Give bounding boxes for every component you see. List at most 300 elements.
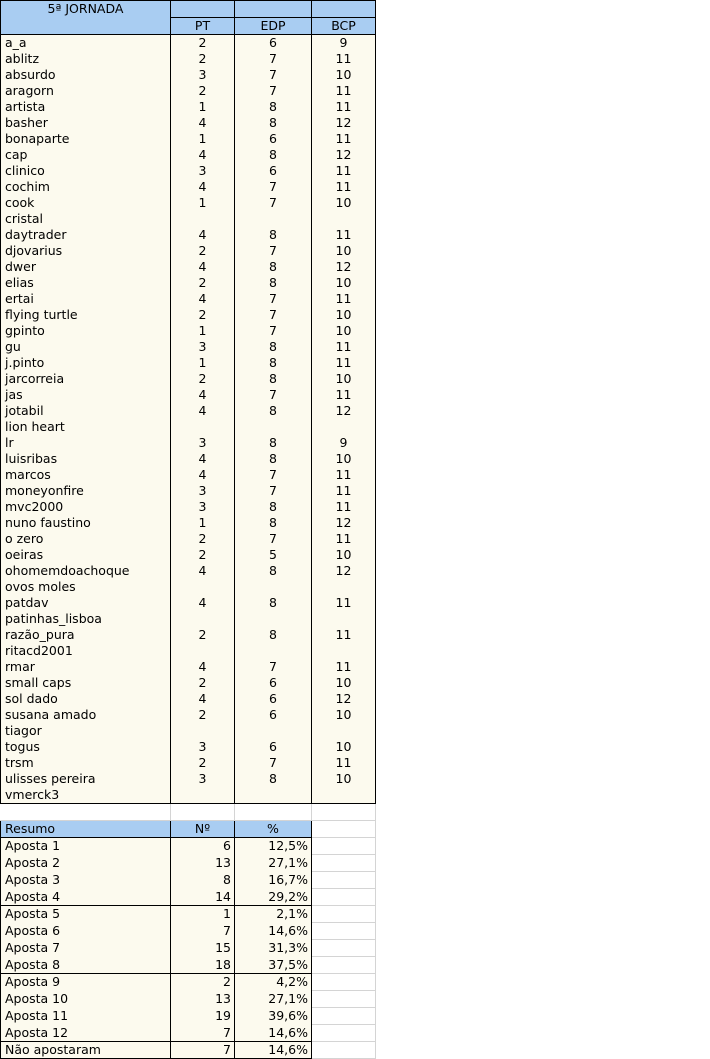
bet-edp: 8: [235, 259, 312, 275]
table-row: [1, 99, 426, 115]
player-name: cochim: [1, 179, 171, 195]
bet-edp: 6: [235, 739, 312, 755]
header-row-title: [1, 1, 426, 18]
table-row: [1, 611, 426, 627]
table-row: [1, 211, 426, 227]
bet-edp: 7: [235, 51, 312, 67]
summary-row: [1, 1042, 426, 1059]
spacer-cell: [376, 821, 426, 838]
summary-row: [1, 957, 426, 974]
bet-bcp: 10: [312, 707, 376, 723]
spacer-cell: [376, 643, 426, 659]
table-row: [1, 371, 426, 387]
bet-edp: 7: [235, 323, 312, 339]
spacer-cell: [376, 563, 426, 579]
spacer-cell: [376, 1042, 426, 1059]
summary-row: [1, 923, 426, 940]
bet-pt: 1: [171, 355, 235, 371]
summary-percent: 14,6%: [235, 1025, 312, 1042]
bet-bcp: [312, 579, 376, 595]
summary-count: 13: [171, 855, 235, 872]
header-blank-edp: [235, 1, 312, 18]
bet-pt: 1: [171, 515, 235, 531]
summary-label: Aposta 7: [1, 940, 171, 957]
player-name: vmerck3: [1, 787, 171, 804]
spacer-cell: [376, 387, 426, 403]
table-row: [1, 467, 426, 483]
bet-edp: 7: [235, 307, 312, 323]
bet-pt: 2: [171, 675, 235, 691]
table-row: [1, 691, 426, 707]
summary-percent: 16,7%: [235, 872, 312, 889]
bet-edp: 7: [235, 483, 312, 499]
spacer-cell: [376, 227, 426, 243]
spacer-cell: [376, 147, 426, 163]
bet-pt: 4: [171, 563, 235, 579]
bet-edp: 8: [235, 627, 312, 643]
summary-count: 2: [171, 974, 235, 991]
bet-pt: 2: [171, 243, 235, 259]
table-row: [1, 499, 426, 515]
bet-bcp: 12: [312, 403, 376, 419]
summary-count: 18: [171, 957, 235, 974]
bet-bcp: 10: [312, 771, 376, 787]
bet-bcp: 10: [312, 195, 376, 211]
bet-pt: 2: [171, 35, 235, 52]
summary-label: Aposta 1: [1, 838, 171, 855]
summary-grid-cell: [312, 872, 376, 889]
bet-bcp: 11: [312, 531, 376, 547]
bet-edp: 8: [235, 451, 312, 467]
table-row: [1, 307, 426, 323]
spacer-cell: [376, 855, 426, 872]
summary-row: [1, 855, 426, 872]
player-name: basher: [1, 115, 171, 131]
summary-header-label: Resumo: [1, 821, 171, 838]
summary-percent: 4,2%: [235, 974, 312, 991]
spacer-cell: [376, 957, 426, 974]
bet-pt: 4: [171, 259, 235, 275]
bet-edp: 6: [235, 163, 312, 179]
table-row: [1, 403, 426, 419]
summary-grid-cell: [312, 991, 376, 1008]
player-name: togus: [1, 739, 171, 755]
table-row: [1, 515, 426, 531]
bet-edp: 7: [235, 531, 312, 547]
bet-pt: 2: [171, 547, 235, 563]
spacer-cell: [376, 419, 426, 435]
table-row: [1, 771, 426, 787]
table-row: [1, 787, 426, 804]
bet-pt: 4: [171, 451, 235, 467]
bet-pt: 3: [171, 771, 235, 787]
summary-count: 1: [171, 906, 235, 923]
bet-pt: [171, 579, 235, 595]
spacer-cell: [376, 991, 426, 1008]
player-name: ulisses pereira: [1, 771, 171, 787]
bet-edp: 8: [235, 435, 312, 451]
bet-edp: [235, 643, 312, 659]
player-name: flying turtle: [1, 307, 171, 323]
summary-label: Aposta 12: [1, 1025, 171, 1042]
bet-edp: 7: [235, 755, 312, 771]
table-row: [1, 291, 426, 307]
spacer-cell: [376, 1008, 426, 1025]
bet-edp: [235, 211, 312, 227]
bet-bcp: 10: [312, 307, 376, 323]
bet-edp: 8: [235, 403, 312, 419]
table-row: [1, 547, 426, 563]
summary-row: [1, 906, 426, 923]
bet-bcp: 11: [312, 51, 376, 67]
bet-pt: 2: [171, 83, 235, 99]
player-name: ritacd2001: [1, 643, 171, 659]
summary-label: Aposta 9: [1, 974, 171, 991]
header-name-blank: [1, 18, 171, 35]
player-name: bonaparte: [1, 131, 171, 147]
summary-label: Aposta 8: [1, 957, 171, 974]
summary-percent: 2,1%: [235, 906, 312, 923]
bet-pt: 4: [171, 595, 235, 611]
table-row: [1, 131, 426, 147]
bet-bcp: 10: [312, 371, 376, 387]
summary-row: [1, 1025, 426, 1042]
table-row: [1, 227, 426, 243]
bet-bcp: 10: [312, 67, 376, 83]
bet-pt: 2: [171, 275, 235, 291]
bet-pt: 1: [171, 323, 235, 339]
summary-percent: 39,6%: [235, 1008, 312, 1025]
table-row: [1, 339, 426, 355]
bet-pt: 4: [171, 467, 235, 483]
spacer-cell: [376, 804, 426, 821]
spacer-cell: [376, 659, 426, 675]
player-name: rmar: [1, 659, 171, 675]
spacer-cell: [376, 163, 426, 179]
bet-edp: 7: [235, 195, 312, 211]
spacer-cell: [376, 723, 426, 739]
bet-edp: [235, 611, 312, 627]
summary-label: Aposta 3: [1, 872, 171, 889]
summary-grid-cell: [312, 855, 376, 872]
bet-pt: [171, 723, 235, 739]
spacer-cell: [376, 18, 426, 35]
bet-bcp: 11: [312, 83, 376, 99]
player-name: j.pinto: [1, 355, 171, 371]
spacer-cell: [376, 467, 426, 483]
empty-cell: [235, 804, 312, 821]
empty-cell: [171, 804, 235, 821]
player-name: oeiras: [1, 547, 171, 563]
bet-edp: 8: [235, 147, 312, 163]
spacer-cell: [376, 99, 426, 115]
bet-pt: 2: [171, 51, 235, 67]
bet-edp: 8: [235, 275, 312, 291]
table-row: [1, 115, 426, 131]
summary-percent: 14,6%: [235, 1042, 312, 1059]
summary-percent: 14,6%: [235, 923, 312, 940]
player-name: ertai: [1, 291, 171, 307]
spacer-cell: [376, 195, 426, 211]
spacer-cell: [376, 451, 426, 467]
bet-bcp: 10: [312, 275, 376, 291]
bet-bcp: 11: [312, 499, 376, 515]
player-name: a_a: [1, 35, 171, 52]
summary-count: 13: [171, 991, 235, 1008]
bet-edp: 7: [235, 467, 312, 483]
summary-header-percent: %: [235, 821, 312, 838]
bet-bcp: 12: [312, 515, 376, 531]
table-row: [1, 259, 426, 275]
spacer-cell: [376, 67, 426, 83]
bet-edp: 6: [235, 675, 312, 691]
spacer-cell: [376, 275, 426, 291]
summary-grid-cell: [312, 974, 376, 991]
bet-bcp: 10: [312, 739, 376, 755]
player-name: dwer: [1, 259, 171, 275]
summary-grid-cell: [312, 957, 376, 974]
player-name: ovos moles: [1, 579, 171, 595]
spacer-cell: [376, 611, 426, 627]
bet-bcp: 11: [312, 99, 376, 115]
player-name: elias: [1, 275, 171, 291]
spacer-cell: [376, 83, 426, 99]
player-name: ohomemdoachoque: [1, 563, 171, 579]
bet-bcp: 10: [312, 243, 376, 259]
bet-edp: 7: [235, 659, 312, 675]
spacer-cell: [376, 243, 426, 259]
player-name: patdav: [1, 595, 171, 611]
bet-pt: 3: [171, 67, 235, 83]
bet-edp: 8: [235, 339, 312, 355]
column-header-bcp: BCP: [312, 18, 376, 35]
bet-bcp: [312, 611, 376, 627]
bet-bcp: 12: [312, 115, 376, 131]
bet-edp: 8: [235, 563, 312, 579]
table-row: [1, 243, 426, 259]
bet-edp: 6: [235, 131, 312, 147]
summary-label: Aposta 4: [1, 889, 171, 906]
table-row: [1, 419, 426, 435]
bet-edp: 7: [235, 243, 312, 259]
table-row: [1, 451, 426, 467]
bet-edp: 7: [235, 291, 312, 307]
header-blank-bcp: [312, 1, 376, 18]
spacer-cell: [376, 403, 426, 419]
player-name: patinhas_lisboa: [1, 611, 171, 627]
bet-bcp: [312, 787, 376, 804]
summary-grid-cell: [312, 906, 376, 923]
summary-label: Aposta 5: [1, 906, 171, 923]
bet-pt: 3: [171, 739, 235, 755]
bet-bcp: 11: [312, 179, 376, 195]
player-name: jarcorreia: [1, 371, 171, 387]
bet-pt: 4: [171, 659, 235, 675]
header-blank-pt: [171, 1, 235, 18]
bet-edp: 8: [235, 771, 312, 787]
bet-edp: 8: [235, 499, 312, 515]
player-name: jotabil: [1, 403, 171, 419]
summary-grid-cell: [312, 838, 376, 855]
spacer-cell: [376, 872, 426, 889]
spacer-cell: [376, 131, 426, 147]
spacer-cell: [376, 547, 426, 563]
bet-bcp: 9: [312, 435, 376, 451]
bet-bcp: 11: [312, 483, 376, 499]
table-row: [1, 323, 426, 339]
bet-pt: 2: [171, 755, 235, 771]
summary-row: [1, 872, 426, 889]
summary-row: [1, 889, 426, 906]
summary-label: Aposta 6: [1, 923, 171, 940]
summary-percent: 27,1%: [235, 855, 312, 872]
player-name: ablitz: [1, 51, 171, 67]
bet-pt: 1: [171, 131, 235, 147]
bet-edp: [235, 723, 312, 739]
bet-edp: 8: [235, 595, 312, 611]
spacer-cell: [376, 974, 426, 991]
bet-pt: [171, 611, 235, 627]
spacer-cell: [376, 483, 426, 499]
table-row: [1, 595, 426, 611]
player-name: lr: [1, 435, 171, 451]
summary-count: 7: [171, 923, 235, 940]
spacer-cell: [376, 889, 426, 906]
summary-label: Não apostaram: [1, 1042, 171, 1059]
spacer-cell: [376, 531, 426, 547]
bet-edp: 7: [235, 83, 312, 99]
player-name: absurdo: [1, 67, 171, 83]
table-row: [1, 83, 426, 99]
bet-edp: 8: [235, 227, 312, 243]
bet-pt: 2: [171, 707, 235, 723]
spacer-cell: [376, 1, 426, 18]
column-header-pt: PT: [171, 18, 235, 35]
spacer-cell: [376, 291, 426, 307]
summary-count: 6: [171, 838, 235, 855]
player-name: small caps: [1, 675, 171, 691]
summary-label: Aposta 2: [1, 855, 171, 872]
bet-bcp: 12: [312, 691, 376, 707]
bet-bcp: 11: [312, 291, 376, 307]
summary-label: Aposta 10: [1, 991, 171, 1008]
summary-grid-cell: [312, 940, 376, 957]
player-name: gpinto: [1, 323, 171, 339]
player-name: razão_pura: [1, 627, 171, 643]
table-row: [1, 435, 426, 451]
spacer-cell: [376, 371, 426, 387]
player-name: moneyonfire: [1, 483, 171, 499]
summary-percent: 31,3%: [235, 940, 312, 957]
summary-count: 7: [171, 1042, 235, 1059]
table-row: [1, 707, 426, 723]
player-name: susana amado: [1, 707, 171, 723]
spacer-cell: [376, 355, 426, 371]
table-row: [1, 67, 426, 83]
summary-count: 14: [171, 889, 235, 906]
bet-edp: 8: [235, 371, 312, 387]
jornada-title: 5ª JORNADA: [1, 1, 171, 18]
spacer-cell: [376, 755, 426, 771]
bet-pt: 3: [171, 499, 235, 515]
player-name: sol dado: [1, 691, 171, 707]
bet-bcp: 11: [312, 595, 376, 611]
bet-edp: [235, 419, 312, 435]
bet-bcp: 12: [312, 259, 376, 275]
bet-pt: [171, 643, 235, 659]
table-row: [1, 163, 426, 179]
bet-bcp: 11: [312, 355, 376, 371]
player-name: cap: [1, 147, 171, 163]
summary-percent: 29,2%: [235, 889, 312, 906]
bet-bcp: 11: [312, 467, 376, 483]
bet-edp: 8: [235, 99, 312, 115]
bet-pt: 2: [171, 371, 235, 387]
bet-pt: 3: [171, 339, 235, 355]
bet-bcp: 11: [312, 131, 376, 147]
bet-edp: 5: [235, 547, 312, 563]
table-row: [1, 739, 426, 755]
bet-pt: 2: [171, 531, 235, 547]
table-row: [1, 755, 426, 771]
player-name: jas: [1, 387, 171, 403]
bet-edp: [235, 579, 312, 595]
bet-pt: 2: [171, 627, 235, 643]
bet-bcp: 10: [312, 451, 376, 467]
table-row: [1, 531, 426, 547]
spacer-cell: [376, 923, 426, 940]
player-name: marcos: [1, 467, 171, 483]
bet-bcp: 12: [312, 563, 376, 579]
summary-percent: 27,1%: [235, 991, 312, 1008]
summary-grid-cell: [312, 1008, 376, 1025]
bet-pt: [171, 211, 235, 227]
summary-count: 19: [171, 1008, 235, 1025]
spacer-cell: [376, 115, 426, 131]
spacer-cell: [376, 675, 426, 691]
player-name: luisribas: [1, 451, 171, 467]
column-header-edp: EDP: [235, 18, 312, 35]
table-row: [1, 483, 426, 499]
bet-bcp: 11: [312, 387, 376, 403]
bet-bcp: 10: [312, 323, 376, 339]
bet-pt: [171, 787, 235, 804]
bet-bcp: 11: [312, 627, 376, 643]
player-name: artista: [1, 99, 171, 115]
bet-edp: 7: [235, 387, 312, 403]
summary-grid-cell: [312, 1042, 376, 1059]
bet-pt: 2: [171, 307, 235, 323]
bet-pt: 1: [171, 99, 235, 115]
summary-grid-cell: [312, 821, 376, 838]
bet-edp: 7: [235, 67, 312, 83]
bet-edp: 6: [235, 35, 312, 52]
player-name: nuno faustino: [1, 515, 171, 531]
bet-bcp: [312, 723, 376, 739]
spacer-cell: [376, 307, 426, 323]
bet-bcp: 9: [312, 35, 376, 52]
bet-pt: 4: [171, 403, 235, 419]
summary-grid-cell: [312, 889, 376, 906]
spacer-cell: [376, 259, 426, 275]
bet-pt: 4: [171, 291, 235, 307]
summary-row: [1, 838, 426, 855]
player-name: trsm: [1, 755, 171, 771]
summary-count: 15: [171, 940, 235, 957]
table-row: [1, 627, 426, 643]
bet-pt: 1: [171, 195, 235, 211]
empty-cell: [312, 804, 376, 821]
